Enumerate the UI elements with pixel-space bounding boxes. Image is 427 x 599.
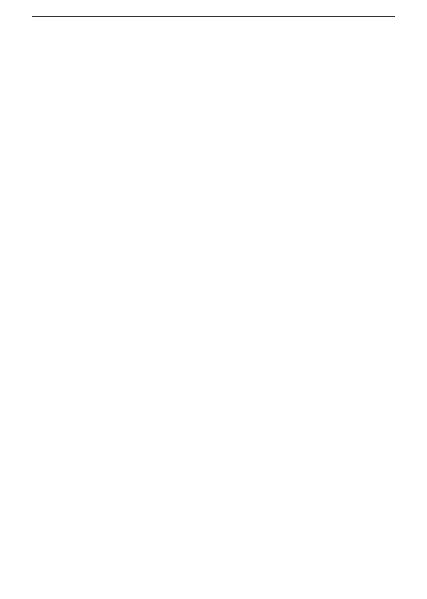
figure-10 (45, 154, 385, 484)
figure-panels-svg (45, 154, 385, 484)
header-rule (32, 16, 395, 17)
section-heading (34, 58, 39, 66)
page-header (0, 0, 427, 24)
